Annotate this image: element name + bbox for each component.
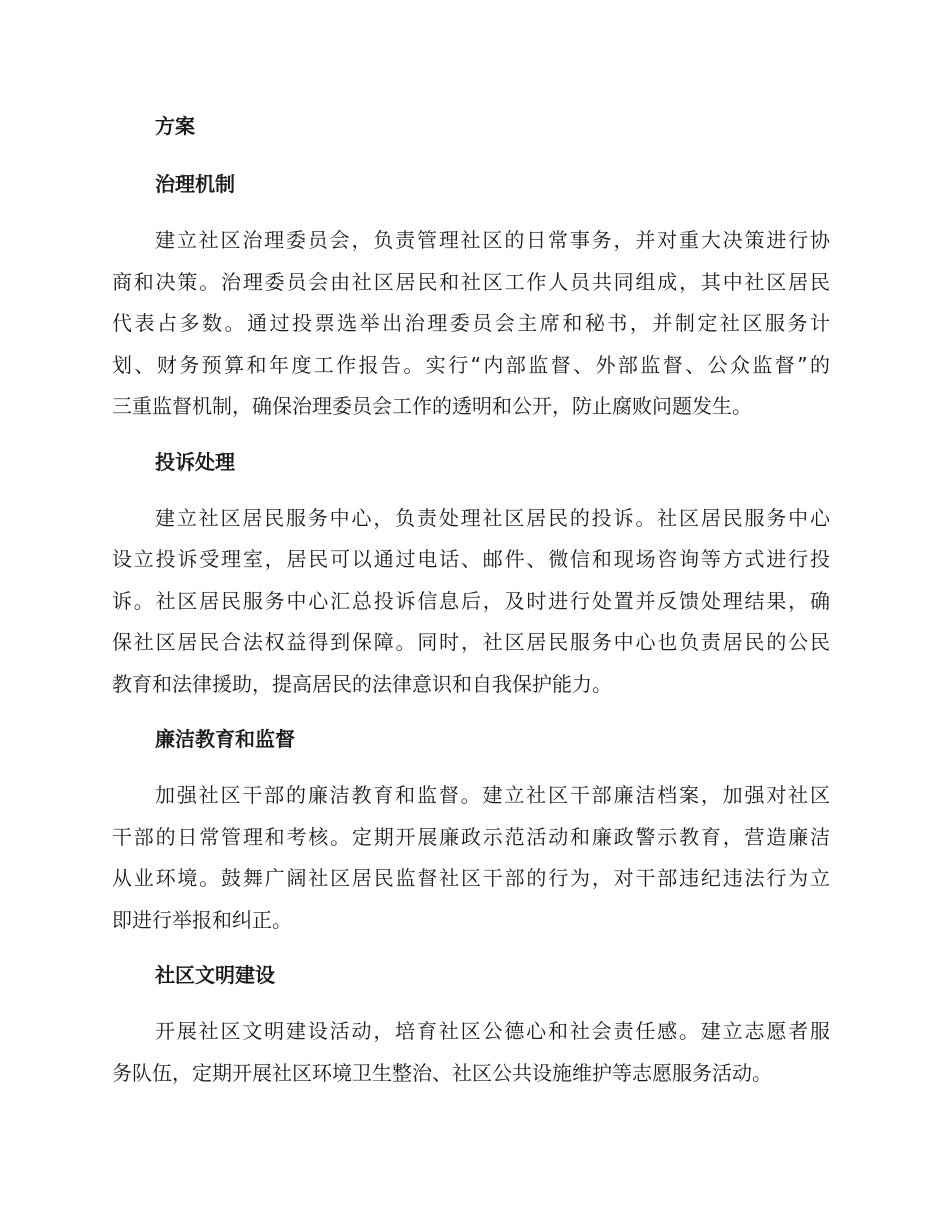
paragraph-line: 即进行举报和纠正。 xyxy=(112,907,292,932)
paragraph-line: 代表占多数。通过投票选举出治理委员会主席和秘书，并制定社区服务计 xyxy=(112,311,830,335)
spacer xyxy=(112,484,830,498)
paragraph-line: 设立投诉受理室，居民可以通过电话、邮件、微信和现场咨询等方式进行投 xyxy=(112,547,830,571)
paragraph-line: 商和决策。治理委员会由社区居民和社区工作人员共同组成，其中社区居民 xyxy=(112,269,830,294)
spacer xyxy=(112,997,830,1011)
section-heading-governance: 治理机制 xyxy=(155,172,235,196)
spacer xyxy=(112,705,830,717)
paragraph-line: 诉。社区居民服务中心汇总投诉信息后，及时进行处置并反馈处理结果，确 xyxy=(112,588,830,613)
section-paragraph-governance xyxy=(112,220,830,428)
section-paragraph-civility xyxy=(112,1011,830,1094)
spacer xyxy=(112,148,830,162)
spacer xyxy=(112,428,830,440)
paragraph-line: 从业环境。鼓舞广阔社区居民监督社区干部的行为，对干部违纪违法行为立 xyxy=(112,866,830,890)
paragraph-line: 干部的日常管理和考核。定期开展廉政示范活动和廉政警示教育，营造廉洁 xyxy=(112,824,830,849)
paragraph-line: 保社区居民合法权益得到保障。同时，社区居民服务中心也负责居民的公民 xyxy=(112,630,830,654)
section-heading-integrity: 廉洁教育和监督 xyxy=(155,727,295,751)
section-heading-complaints: 投诉处理 xyxy=(155,449,235,474)
paragraph-line: 三重监督机制，确保治理委员会工作的透明和公开，防止腐败问题发生。 xyxy=(112,394,752,418)
section-paragraph-complaints xyxy=(112,498,830,706)
paragraph-line: 建立社区治理委员会，负责管理社区的日常事务，并对重大决策进行协 xyxy=(155,228,830,252)
paragraph-line: 务队伍，定期开展社区环境卫生整治、社区公共设施维护等志愿服务活动。 xyxy=(112,1060,772,1085)
paragraph-line: 划、财务预算和年度工作报告。实行“内部监督、外部监督、公众监督”的 xyxy=(112,352,830,377)
section-heading-civility: 社区文明建设 xyxy=(155,963,275,987)
document-page xyxy=(112,104,830,1094)
paragraph-line: 开展社区文明建设活动，培育社区公德心和社会责任感。建立志愿者服 xyxy=(155,1019,830,1043)
paragraph-line: 教育和法律援助，提高居民的法律意识和自我保护能力。 xyxy=(112,671,612,696)
paragraph-line: 加强社区干部的廉洁教育和监督。建立社区干部廉洁档案，加强对社区 xyxy=(155,783,830,807)
paragraph-line: 建立社区居民服务中心，负责处理社区居民的投诉。社区居民服务中心 xyxy=(155,505,830,530)
section-paragraph-integrity xyxy=(112,775,830,941)
spacer xyxy=(112,206,830,220)
document-title: 方案 xyxy=(155,114,195,138)
spacer xyxy=(112,761,830,775)
spacer xyxy=(112,941,830,953)
